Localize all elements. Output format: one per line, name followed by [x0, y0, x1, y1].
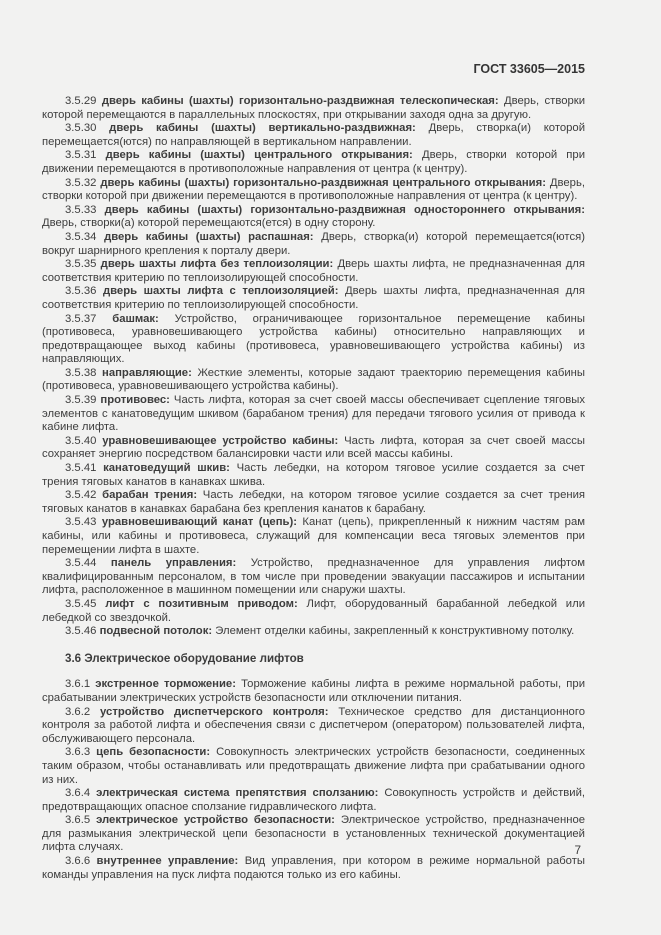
term-paragraph: [42, 625, 585, 639]
term-title: дверь кабины (шахты) горизонтально-раздвижная одностороннего открывания:: [104, 203, 585, 216]
document-body: [42, 95, 585, 882]
term-definition: Часть лифта, которая за счет своей массы сохраняет энергию посредством балансировки части или всей массы кабины.: [42, 434, 585, 461]
term-number: 3.5.38: [65, 366, 97, 379]
term-title: цепь безопасности:: [96, 746, 211, 759]
term-definition: Дверь, створки которой перемещаются в параллельных плоскостях, при открывании заходя одна за другую.: [42, 95, 586, 121]
term-definition: Торможение кабины лифта в режиме нормальной работы, при срабатывании электрических устройств безопасности или отключении питания.: [42, 678, 585, 704]
term-number: 3.5.34: [65, 230, 97, 243]
term-number: 3.5.35: [65, 258, 97, 271]
term-definition: Жесткие элементы, которые задают траекторию перемещения кабины (противовеса, уравновешивающего устройства кабины).: [42, 366, 586, 393]
term-definition: Устройство, ограничивающее горизонтальное перемещение кабины (противовеса, уравновешивающего устройства кабины) относительно направляющих и предотвращающее выход кабины (противовеса, уравновешивающего устройства кабины) из направляющих.: [42, 312, 586, 366]
term-definition: Совокупность устройств и действий, предотвращающих опасное сползание гидравлического лифта.: [42, 787, 586, 813]
term-definition: Устройство, предназначенное для управления лифтом квалифицированным персоналом, в том числе при проведении эвакуации пассажиров и испытании лифта, расположенное в машинном помещении или снаружи шахты.: [42, 557, 586, 597]
term-title: панель управления:: [110, 557, 237, 570]
term-paragraph: [42, 231, 585, 258]
running-header: ГОСТ 33605—2015: [473, 62, 585, 76]
term-number: 3.5.30: [65, 122, 97, 135]
term-definition: Дверь, створка(и) которой перемещается(ются) по направляющей в вертикальном направлении.: [42, 122, 586, 148]
term-title: электрическое устройство безопасности:: [96, 814, 335, 827]
term-number: 3.6.2: [65, 705, 91, 718]
page-number: 7: [574, 843, 581, 857]
term-title: уравновешивающий канат (цепь):: [101, 516, 298, 529]
term-number: 3.6.3: [65, 746, 91, 759]
term-title: внутреннее управление:: [96, 855, 239, 868]
term-title: дверь кабины (шахты) вертикально-раздвижная:: [109, 122, 416, 135]
term-definition: Вид управления, при котором в режиме нормальной работы команды управления на пуск лифта подаются только из его кабины.: [42, 855, 586, 881]
term-title: дверь шахты лифта с теплоизоляцией:: [102, 285, 339, 298]
term-title: устройство диспетчерского контроля:: [100, 705, 329, 718]
term-definition: Совокупность электрических устройств безопасности, соединенных таким образом, чтобы останавливать или предотвращать движение лифта при срабатывании одного из них.: [42, 746, 586, 786]
term-title: канатоведущий шкив:: [103, 462, 230, 475]
term-definition: Дверь, створки которой при движении перемещаются в противоположные направления от центра (к центру).: [42, 176, 585, 203]
term-number: 3.5.45: [65, 597, 97, 610]
term-paragraph: [42, 313, 585, 367]
term-title: дверь кабины (шахты) горизонтально-раздвижная центрального открывания:: [100, 176, 546, 189]
term-paragraph: [42, 149, 585, 176]
term-definition: Электрическое устройство, предназначенное для размыкания электрической цепи безопасности в установленных технической документацией лифта случаях.: [42, 814, 586, 854]
term-paragraph: [42, 516, 585, 557]
term-title: дверь кабины (шахты) распашная:: [104, 230, 314, 243]
term-paragraph: [42, 706, 585, 747]
term-title: направляющие:: [102, 366, 192, 379]
term-number: 3.5.32: [65, 176, 97, 189]
term-definition: Дверь шахты лифта, не предназначенная для соответствия критерию по теплоизолирующей способности.: [42, 258, 586, 284]
term-definition: Дверь, створки(а) которой перемещаются(ется) в одну сторону.: [42, 217, 376, 230]
term-paragraph: [42, 746, 585, 787]
term-number: 3.6.6: [65, 855, 91, 868]
term-title: экстренное торможение:: [95, 678, 236, 691]
term-number: 3.5.37: [65, 312, 97, 325]
term-paragraph: [42, 435, 585, 462]
term-definition: Техническое средство для дистанционного контроля за работой лифта и обеспечения связи с диспетчером (оператором) пользователей лифта, обслуживающего персонала.: [42, 705, 586, 745]
term-definition: Канат (цепь), прикрепленный к нижним частям рам кабины, или кабины и противовеса, служащий для компенсации веса тяговых элементов при перемещении лифта в шахте.: [42, 516, 586, 556]
term-title: электрическая система препятствия сползанию:: [96, 787, 379, 800]
term-number: 3.6.5: [65, 814, 91, 827]
term-number: 3.5.29: [65, 95, 97, 107]
term-number: 3.5.41: [65, 462, 97, 475]
term-paragraph: [42, 367, 585, 394]
term-definition: Лифт, оборудованный барабанной лебедкой или лебедкой со звездочкой.: [42, 597, 586, 624]
term-paragraph: [42, 204, 585, 231]
term-paragraph: [42, 394, 585, 435]
term-definition: Элемент отделки кабины, закрепленный к конструктивному потолку.: [215, 625, 575, 638]
term-paragraph: [42, 489, 585, 516]
term-number: 3.5.46: [65, 625, 97, 638]
term-paragraph: [42, 95, 585, 122]
term-number: 3.5.44: [65, 557, 97, 570]
term-number: 3.5.40: [65, 434, 97, 447]
text-block: [42, 62, 585, 882]
term-number: 3.5.31: [65, 149, 97, 162]
term-number: 3.5.43: [65, 516, 97, 529]
term-paragraph: [42, 787, 585, 814]
term-title: дверь кабины (шахты) горизонтально-раздвижная телескопическая:: [101, 95, 499, 107]
term-title: барабан трения:: [102, 489, 198, 502]
term-title: противовес:: [100, 394, 170, 407]
term-number: 3.6.1: [65, 678, 91, 691]
term-paragraph: [42, 122, 585, 149]
term-paragraph: [42, 855, 585, 882]
term-number: 3.5.36: [65, 285, 97, 298]
term-number: 3.5.39: [65, 394, 97, 407]
section-heading: 3.6 Электрическое оборудование лифтов: [65, 651, 304, 665]
term-paragraph: [42, 177, 585, 204]
term-paragraph: [42, 462, 585, 489]
term-title: дверь кабины (шахты) центрального открывания:: [105, 149, 413, 162]
term-title: лифт с позитивным приводом:: [105, 597, 298, 610]
term-title: подвесной потолок:: [99, 625, 213, 638]
term-title: уравновешивающее устройство кабины:: [102, 434, 339, 447]
term-paragraph: [42, 678, 585, 705]
term-definition: Дверь шахты лифта, предназначенная для соответствия критерию по теплоизолирующей способности.: [42, 285, 585, 311]
term-definition: Часть лебедки, на котором тяговое усилие создается за счет трения тяговых канатов в канавках барабана без крепления канатов к барабану.: [42, 489, 586, 515]
term-paragraph: [42, 557, 585, 598]
term-paragraph: [42, 598, 585, 625]
term-paragraph: [42, 285, 585, 312]
term-number: 3.5.42: [65, 489, 97, 502]
term-paragraph: [42, 258, 585, 285]
term-definition: Часть лебедки, на котором тяговое усилие создается за счет трения тяговых канатов в канавках шкива.: [42, 462, 585, 488]
term-title: дверь шахты лифта без теплоизоляции:: [100, 258, 334, 271]
term-number: 3.5.33: [65, 203, 97, 216]
term-title: башмак:: [112, 312, 159, 325]
term-definition: Часть лифта, которая за счет своей массы обеспечивает сцепление тяговых элементов с канатоведущим шкивом (барабаном трения) для передачи тягового усилия от привода к кабине лифта.: [42, 394, 586, 434]
term-definition: Дверь, створка(и) которой перемещается(ются) вокруг шарнирного крепления к порталу двери.: [42, 230, 585, 257]
term-number: 3.6.4: [65, 787, 91, 800]
term-definition: Дверь, створки которой при движении перемещаются в противоположные направления от центра (к центру).: [42, 149, 586, 175]
